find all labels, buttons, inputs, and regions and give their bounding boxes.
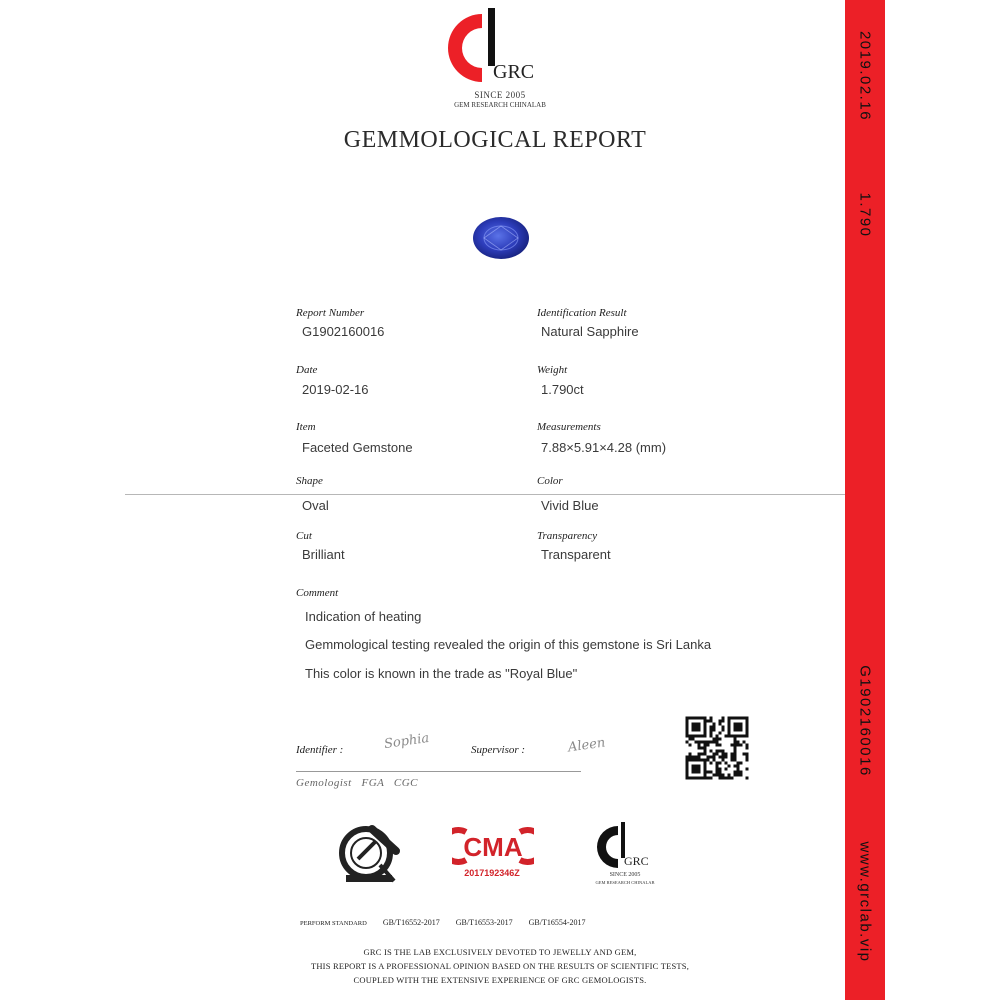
- qr-module: [734, 774, 737, 777]
- qr-module: [710, 771, 713, 774]
- qr-module: [728, 729, 731, 732]
- qr-module: [686, 774, 689, 777]
- qr-module: [698, 753, 701, 756]
- qr-module: [731, 759, 734, 762]
- signature-line: [296, 771, 581, 772]
- qr-module: [734, 744, 737, 747]
- qr-module: [719, 723, 722, 726]
- qr-module: [689, 717, 692, 720]
- qr-module: [740, 729, 743, 732]
- qr-module: [704, 777, 707, 780]
- qr-module: [722, 750, 725, 753]
- qr-module: [722, 729, 725, 732]
- qr-module: [698, 771, 701, 774]
- qr-module: [746, 732, 749, 735]
- qr-module: [725, 777, 728, 780]
- qr-module: [686, 735, 689, 738]
- transparency-label: Transparency: [537, 530, 598, 542]
- qr-module: [698, 735, 701, 738]
- cut-value: Brilliant: [302, 547, 345, 562]
- qr-module: [692, 759, 695, 762]
- qr-module: [692, 723, 695, 726]
- qr-module: [740, 774, 743, 777]
- qr-module: [686, 777, 689, 780]
- qr-module: [731, 756, 734, 759]
- qr-module: [695, 765, 698, 768]
- qr-module: [686, 726, 689, 729]
- qr-module: [728, 726, 731, 729]
- qr-module: [713, 759, 716, 762]
- qr-module: [746, 777, 749, 780]
- strip-report-number: G1902160016: [856, 665, 874, 777]
- qr-module: [686, 759, 689, 762]
- report-number-label: Report Number: [296, 307, 365, 319]
- qr-module: [719, 720, 722, 723]
- qr-module: [698, 744, 701, 747]
- qr-module: [710, 726, 713, 729]
- qr-module: [698, 729, 701, 732]
- qr-module: [698, 756, 701, 759]
- qr-module: [707, 720, 710, 723]
- qr-module: [722, 753, 725, 756]
- qr-module: [695, 741, 698, 744]
- qr-module: [701, 735, 704, 738]
- qr-module: [695, 729, 698, 732]
- qr-module: [740, 726, 743, 729]
- qr-module: [713, 774, 716, 777]
- qr-module: [713, 726, 716, 729]
- qr-module: [746, 768, 749, 771]
- qr-module: [716, 771, 719, 774]
- qr-module: [719, 732, 722, 735]
- date-value: 2019-02-16: [302, 382, 369, 397]
- qr-module: [728, 732, 731, 735]
- gemologist-credentials: Gemologist FGA CGC: [296, 777, 419, 789]
- qr-module: [704, 732, 707, 735]
- qr-module: [710, 762, 713, 765]
- identifier-signature: Sophia: [383, 730, 431, 753]
- qr-module: [737, 762, 740, 765]
- qr-module: [725, 762, 728, 765]
- qr-module: [692, 735, 695, 738]
- qr-module: [707, 759, 710, 762]
- qr-module: [716, 774, 719, 777]
- cut-label: Cut: [296, 530, 312, 542]
- qr-module: [686, 729, 689, 732]
- qr-module: [746, 723, 749, 726]
- qr-module: [719, 771, 722, 774]
- qr-module: [728, 723, 731, 726]
- qr-module: [740, 771, 743, 774]
- qr-module: [719, 777, 722, 780]
- color-value: Vivid Blue: [541, 498, 599, 513]
- qr-module: [737, 768, 740, 771]
- qr-module: [689, 735, 692, 738]
- qr-module: [734, 717, 737, 720]
- standard-item: GB/T16553-2017: [455, 918, 513, 927]
- qr-module: [719, 744, 722, 747]
- qr-module: [692, 729, 695, 732]
- qr-module: [686, 732, 689, 735]
- qr-module: [719, 750, 722, 753]
- qr-module: [716, 744, 719, 747]
- item-label: Item: [296, 421, 316, 433]
- qr-module: [704, 729, 707, 732]
- qr-module: [713, 738, 716, 741]
- strip-date: 2019.02.16: [856, 30, 874, 122]
- qr-module: [704, 774, 707, 777]
- qr-module: [737, 729, 740, 732]
- qr-module: [692, 738, 695, 741]
- qr-module: [701, 741, 704, 744]
- qr-module: [713, 729, 716, 732]
- qr-module: [725, 768, 728, 771]
- comment-line: This color is known in the trade as "Royal Blue": [305, 666, 578, 681]
- qr-module: [731, 744, 734, 747]
- qr-module: [746, 753, 749, 756]
- qr-module: [686, 756, 689, 759]
- qr-module: [704, 765, 707, 768]
- qr-module: [734, 735, 737, 738]
- item-value: Faceted Gemstone: [302, 440, 413, 455]
- qr-module: [710, 717, 713, 720]
- qr-module: [704, 771, 707, 774]
- qr-module: [716, 768, 719, 771]
- qr-module: [746, 717, 749, 720]
- qr-module: [686, 741, 689, 744]
- qr-module: [722, 726, 725, 729]
- logo-text: GRC: [493, 61, 534, 83]
- qr-module: [740, 723, 743, 726]
- qr-module: [716, 750, 719, 753]
- qr-module: [698, 765, 701, 768]
- identifier-label: Identifier :: [296, 744, 344, 756]
- standards-row: [300, 918, 720, 927]
- qr-module: [710, 735, 713, 738]
- qr-module: [707, 771, 710, 774]
- qr-module: [713, 723, 716, 726]
- qr-module: [734, 726, 737, 729]
- supervisor-signature: Aleen: [567, 735, 607, 756]
- qr-module: [731, 717, 734, 720]
- qr-module: [686, 771, 689, 774]
- qr-module: [737, 765, 740, 768]
- qr-module: [722, 777, 725, 780]
- identification-result-value: Natural Sapphire: [541, 324, 639, 339]
- comment-label: Comment: [296, 587, 339, 599]
- qr-module: [698, 777, 701, 780]
- strip-weight: 1.790: [856, 192, 874, 238]
- qr-module: [722, 774, 725, 777]
- cma-number: 2017192346Z: [464, 868, 520, 878]
- since-text: SINCE 2005: [474, 90, 526, 100]
- qr-module: [704, 768, 707, 771]
- qr-module: [737, 717, 740, 720]
- qr-module: [734, 759, 737, 762]
- qr-module: [686, 723, 689, 726]
- qr-module: [698, 759, 701, 762]
- qr-module: [704, 735, 707, 738]
- grc-logo-icon: [444, 6, 534, 90]
- qr-module: [728, 774, 731, 777]
- qr-module: [725, 753, 728, 756]
- date-label: Date: [296, 364, 318, 376]
- disclaimer-line: THIS REPORT IS A PROFESSIONAL OPINION BASED ON THE RESULTS OF SCIENTIFIC TESTS,: [310, 961, 690, 971]
- qr-module: [707, 756, 710, 759]
- disclaimer-line: COUPLED WITH THE EXTENSIVE EXPERIENCE OF GRC GEMOLOGISTS.: [353, 975, 647, 985]
- comment-line: Indication of heating: [305, 609, 422, 624]
- qr-module: [704, 723, 707, 726]
- qr-module: [695, 759, 698, 762]
- qr-module: [728, 735, 731, 738]
- qr-module: [719, 738, 722, 741]
- qr-module: [743, 753, 746, 756]
- qr-module: [716, 738, 719, 741]
- measurements-value: 7.88×5.91×4.28 (mm): [541, 440, 667, 455]
- qr-module: [737, 735, 740, 738]
- qr-module: [719, 756, 722, 759]
- qr-module: [686, 762, 689, 765]
- qr-module: [695, 717, 698, 720]
- qr-module: [713, 741, 716, 744]
- qr-module: [698, 747, 701, 750]
- qr-module: [746, 720, 749, 723]
- qr-module: [698, 726, 701, 729]
- qr-module: [716, 762, 719, 765]
- qr-module: [734, 771, 737, 774]
- weight-value: 1.790ct: [541, 382, 584, 397]
- since-small-text: SINCE 2005: [609, 872, 641, 878]
- qr-module: [695, 768, 698, 771]
- qr-module: [704, 720, 707, 723]
- qr-module: [719, 762, 722, 765]
- qr-module: [689, 744, 692, 747]
- gemstone-icon: [471, 216, 531, 260]
- qr-module: [695, 723, 698, 726]
- qr-module: [734, 765, 737, 768]
- qr-module: [728, 720, 731, 723]
- qr-module: [695, 726, 698, 729]
- qr-module: [737, 741, 740, 744]
- qr-module: [686, 717, 689, 720]
- qr-module: [692, 726, 695, 729]
- qr-module: [689, 759, 692, 762]
- qr-module: [710, 732, 713, 735]
- identification-result-label: Identification Result: [537, 307, 627, 319]
- qr-module: [734, 741, 737, 744]
- report-title: GEMMOLOGICAL REPORT: [343, 127, 647, 153]
- qr-module: [746, 759, 749, 762]
- qr-module: [731, 735, 734, 738]
- qr-module: [710, 729, 713, 732]
- color-label: Color: [537, 475, 563, 487]
- measurements-label: Measurements: [537, 421, 601, 433]
- qr-module: [734, 753, 737, 756]
- qr-module: [734, 750, 737, 753]
- qr-module: [686, 720, 689, 723]
- qr-module: [740, 735, 743, 738]
- qr-module: [722, 756, 725, 759]
- qr-module: [701, 753, 704, 756]
- qr-module: [722, 717, 725, 720]
- qr-module: [746, 747, 749, 750]
- qr-module: [704, 750, 707, 753]
- qr-module: [716, 741, 719, 744]
- fold-line: [125, 494, 885, 495]
- qr-module: [722, 759, 725, 762]
- supervisor-label: Supervisor :: [471, 744, 526, 756]
- qr-module: [698, 723, 701, 726]
- qr-module: [731, 753, 734, 756]
- qr-module: [698, 768, 701, 771]
- qr-module: [689, 756, 692, 759]
- qr-module: [716, 753, 719, 756]
- strip-website: www.grclab.vip: [856, 841, 874, 963]
- qr-module: [719, 774, 722, 777]
- qr-module: [746, 756, 749, 759]
- qr-module: [746, 744, 749, 747]
- qr-module: [692, 717, 695, 720]
- qr-module: [692, 777, 695, 780]
- qr-module: [725, 756, 728, 759]
- qr-module: [686, 765, 689, 768]
- lab-name: GEM RESEARCH CHINALAB: [454, 101, 546, 109]
- qr-code-icon: [684, 716, 750, 780]
- qr-module: [695, 735, 698, 738]
- transparency-value: Transparent: [541, 547, 611, 562]
- qr-module: [704, 762, 707, 765]
- comment-line: Gemmological testing revealed the origin of this gemstone is Sri Lanka: [305, 637, 712, 652]
- qr-module: [698, 741, 701, 744]
- qr-module: [704, 747, 707, 750]
- qr-module: [734, 747, 737, 750]
- qr-module: [719, 768, 722, 771]
- qr-module: [689, 753, 692, 756]
- cma-logo-icon: [452, 826, 534, 866]
- cma-logo-text: CMA: [463, 832, 523, 862]
- qr-module: [692, 771, 695, 774]
- qr-module: [710, 720, 713, 723]
- qr-module: [734, 729, 737, 732]
- qr-module: [698, 717, 701, 720]
- qr-module: [743, 735, 746, 738]
- qr-module: [728, 777, 731, 780]
- standard-item: GB/T16554-2017: [528, 918, 586, 927]
- qr-module: [713, 756, 716, 759]
- qr-module: [692, 765, 695, 768]
- qr-module: [704, 759, 707, 762]
- microscope-seal-icon: [336, 823, 408, 887]
- qr-module: [689, 738, 692, 741]
- qr-module: [746, 729, 749, 732]
- shape-value: Oval: [302, 498, 329, 513]
- qr-module: [704, 741, 707, 744]
- qr-module: [710, 750, 713, 753]
- qr-module: [695, 756, 698, 759]
- qr-module: [728, 765, 731, 768]
- qr-module: [695, 771, 698, 774]
- grc-logo-small-icon: [594, 820, 650, 872]
- qr-module: [737, 771, 740, 774]
- qr-module: [692, 768, 695, 771]
- qr-module: [704, 753, 707, 756]
- qr-module: [737, 744, 740, 747]
- qr-module: [716, 735, 719, 738]
- report-number-value: G1902160016: [302, 324, 385, 339]
- qr-module: [725, 735, 728, 738]
- qr-module: [740, 744, 743, 747]
- qr-module: [710, 741, 713, 744]
- qr-module: [707, 741, 710, 744]
- qr-module: [695, 777, 698, 780]
- qr-module: [704, 726, 707, 729]
- logo-small-text: GRC: [624, 854, 649, 868]
- qr-module: [704, 717, 707, 720]
- standard-item: GB/T16552-2017: [382, 918, 440, 927]
- qr-module: [734, 723, 737, 726]
- qr-module: [701, 777, 704, 780]
- qr-module: [746, 726, 749, 729]
- qr-module: [701, 717, 704, 720]
- qr-module: [743, 717, 746, 720]
- qr-module: [707, 744, 710, 747]
- qr-module: [710, 777, 713, 780]
- qr-module: [737, 774, 740, 777]
- qr-module: [722, 720, 725, 723]
- qr-module: [728, 717, 731, 720]
- perform-standard-label: PERFORM STANDARD: [300, 920, 367, 927]
- lab-small-text: GEM RESEARCH CHINALAB: [595, 880, 655, 885]
- qr-module: [743, 741, 746, 744]
- qr-module: [692, 756, 695, 759]
- shape-label: Shape: [296, 475, 323, 487]
- strip-margin: [885, 0, 1000, 1000]
- qr-module: [704, 744, 707, 747]
- qr-module: [740, 762, 743, 765]
- qr-module: [734, 738, 737, 741]
- qr-module: [746, 735, 749, 738]
- qr-module: [716, 765, 719, 768]
- qr-module: [701, 759, 704, 762]
- disclaimer-line: GRC IS THE LAB EXCLUSIVELY DEVOTED TO JEWELLY AND GEM,: [363, 947, 637, 957]
- qr-module: [737, 726, 740, 729]
- qr-module: [740, 717, 743, 720]
- qr-module: [731, 777, 734, 780]
- qr-module: [689, 777, 692, 780]
- qr-module: [686, 768, 689, 771]
- qr-module: [713, 753, 716, 756]
- qr-module: [710, 756, 713, 759]
- weight-label: Weight: [537, 364, 568, 376]
- qr-module: [734, 756, 737, 759]
- qr-module: [737, 723, 740, 726]
- qr-module: [707, 777, 710, 780]
- qr-module: [701, 747, 704, 750]
